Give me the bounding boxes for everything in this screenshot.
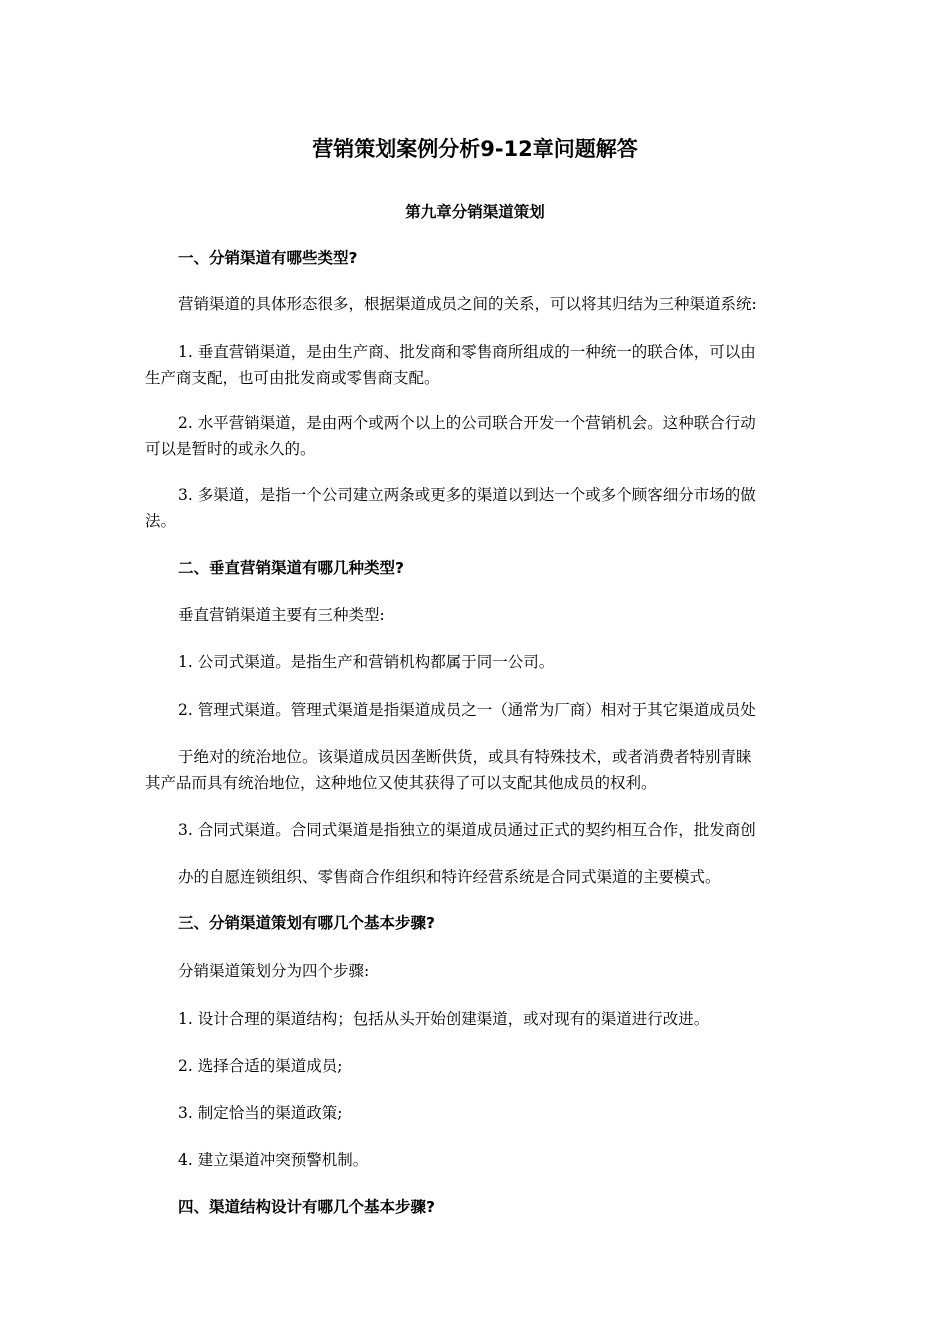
paragraph: 2. 水平营销渠道，是由两个或两个以上的公司联合开发一个营销机会。这种联合行动 xyxy=(178,414,756,432)
chapter-heading: 第九章分销渠道策划 xyxy=(405,203,545,221)
paragraph: 2. 管理式渠道。管理式渠道是指渠道成员之一（通常为厂商）相对于其它渠道成员处 xyxy=(178,701,756,719)
paragraph: 营销渠道的具体形态很多，根据渠道成员之间的关系，可以将其归结为三种渠道系统: xyxy=(178,295,757,313)
paragraph: 1. 公司式渠道。是指生产和营销机构都属于同一公司。 xyxy=(178,653,555,671)
paragraph: 1. 设计合理的渠道结构；包括从头开始创建渠道，或对现有的渠道进行改进。 xyxy=(178,1010,710,1028)
question-heading-3: 三、分销渠道策划有哪几个基本步骤? xyxy=(178,914,435,932)
paragraph: 3. 多渠道，是指一个公司建立两条或更多的渠道以到达一个或多个顾客细分市场的做 xyxy=(178,486,756,504)
paragraph: 可以是暂时的或永久的。 xyxy=(145,440,316,458)
paragraph: 垂直营销渠道主要有三种类型: xyxy=(178,606,385,624)
paragraph: 1. 垂直营销渠道，是由生产商、批发商和零售商所组成的一种统一的联合体，可以由 xyxy=(178,343,756,361)
paragraph: 其产品而具有统治地位，这种地位又使其获得了可以支配其他成员的权利。 xyxy=(145,774,657,792)
paragraph: 2. 选择合适的渠道成员; xyxy=(178,1057,343,1075)
question-heading-1: 一、分销渠道有哪些类型? xyxy=(178,249,358,267)
paragraph: 于绝对的统治地位。该渠道成员因垄断供货，或具有特殊技术，或者消费者特别青睐 xyxy=(178,748,752,766)
paragraph: 生产商支配，也可由批发商或零售商支配。 xyxy=(145,369,440,387)
paragraph: 分销渠道策划分为四个步骤: xyxy=(178,962,370,980)
question-heading-2: 二、垂直营销渠道有哪几种类型? xyxy=(178,559,404,577)
paragraph: 4. 建立渠道冲突预警机制。 xyxy=(178,1151,369,1169)
paragraph: 3. 合同式渠道。合同式渠道是指独立的渠道成员通过正式的契约相互合作，批发商创 xyxy=(178,821,756,839)
document-title: 营销策划案例分析9-12章问题解答 xyxy=(312,137,638,161)
paragraph: 办的自愿连锁组织、零售商合作组织和特许经营系统是合同式渠道的主要模式。 xyxy=(178,868,721,886)
paragraph: 3. 制定恰当的渠道政策; xyxy=(178,1104,343,1122)
paragraph: 法。 xyxy=(145,512,177,530)
question-heading-4: 四、渠道结构设计有哪几个基本步骤? xyxy=(178,1198,435,1216)
